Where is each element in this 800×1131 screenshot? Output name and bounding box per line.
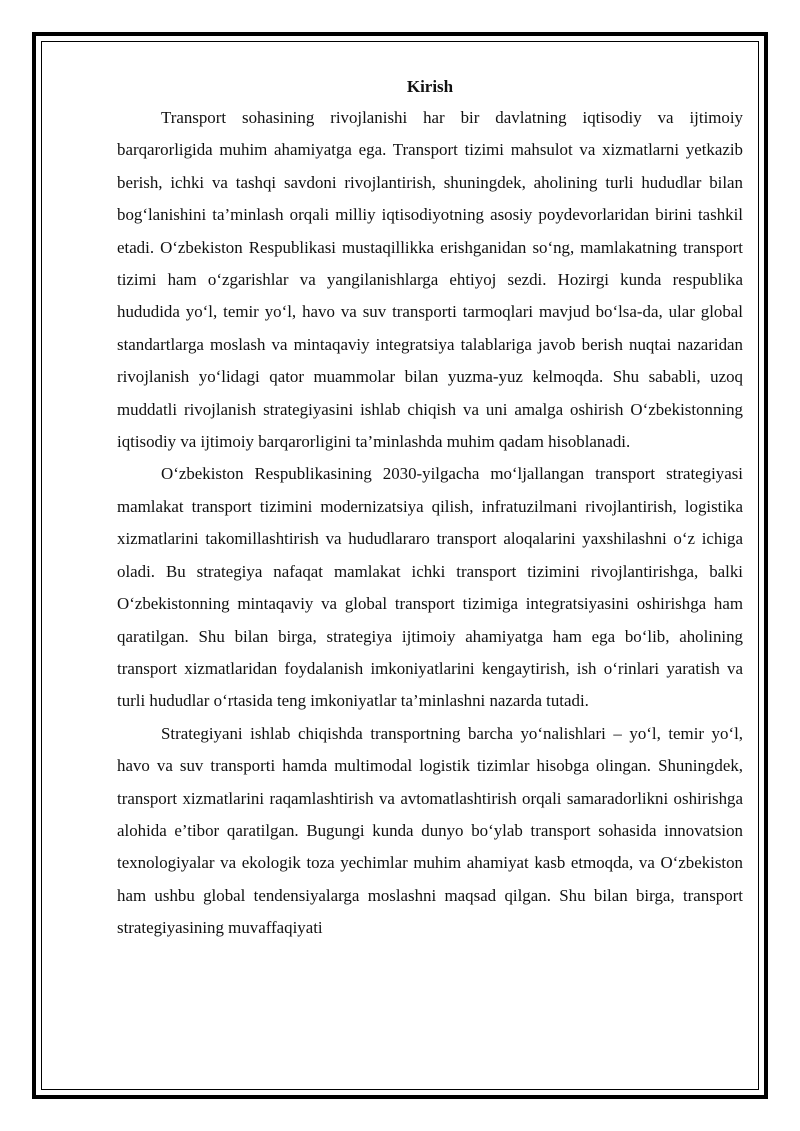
paragraph-strategy-2030: O‘zbekiston Respublikasining 2030-yilgacha mo‘ljallangan transport strategiyasi mamlakat transport tizimini modernizatsiya qilish, infratuzilmani rivojlantirish, logistika xizmatlarini takomillashtirish va hududlararo transport aloqalarini yaxshilashni o‘z ichiga oladi. Bu strategiya nafaqat mamlakat ichki transport tizimini rivojlantirishga, balki O‘zbekistonning mintaqaviy va global transport tizimiga integratsiyasini oshirishga ham qaratilgan. Shu bilan birga, strategiya ijtimoiy ahamiyatga ham ega bo‘lib, aholining transport xizmatlaridan foydalanish imkoniyatlarini kengaytirish, ish o‘rinlari yaratish va turli hududlar o‘rtasida teng imkoniyatlar ta’minlashni nazarda tutadi. — [117, 464, 743, 711]
paragraph-intro: Transport sohasining rivojlanishi har bir davlatning iqtisodiy va ijtimoiy barqarorligida muhim ahamiyatga ega. Transport tizimi mahsulot va xizmatlarni yetkazib berish, ichki va tashqi savdoni rivojlantirish, shuningdek, aholining turli hududlar bilan bog‘lanishini ta’minlash orqali milliy iqtisodiyotning asosiy poydevorlaridan birini tashkil etadi. O‘zbekiston Respublikasi mustaqillikka erishganidan so‘ng, mamlakatning transport tizimi ham o‘zgarishlar va yangilanishlarga ehtiyoj sezdi. Hozirgi kunda respublika hududida yo‘l, temir yo‘l, havo va suv transporti tarmoqlari mavjud bo‘lsa-da, ular global standartlarga moslash va mintaqaviy integratsiya talablariga javob berish nuqtai nazaridan rivojlanish yo‘lidagi qator muammolar bilan yuzma-yuz kelmoqda. Shu sababli, uzoq muddatli rivojlanish strategiyasini ishlab chiqish va uni amalga oshirish O‘zbekistonning iqtisodiy va ijtimoiy barqarorligini ta’minlashda muhim qadam hisoblanadi. — [117, 108, 743, 452]
document-title: Kirish — [406, 77, 454, 96]
document-body — [117, 74, 743, 945]
paragraph-development: Strategiyani ishlab chiqishda transportning barcha yo‘nalishlari – yo‘l, temir yo‘l, havo va suv transporti hamda multimodal logistik tizimlar hisobga olingan. Shuningdek, transport xizmatlarini raqamlashtirish va avtomatlashtirish orqali samaradorlikni oshirishga alohida e’tibor qaratilgan. Bugungi kunda dunyo bo‘ylab transport sohasida innovatsion texnologiyalar va ekologik toza yechimlar muhim ahamiyat kasb etmoqda, va O‘zbekiston ham ushbu global tendensiyalarga moslashni maqsad qilgan. Shu bilan birga, transport strategiyasining muvaffaqiyati — [117, 723, 743, 938]
